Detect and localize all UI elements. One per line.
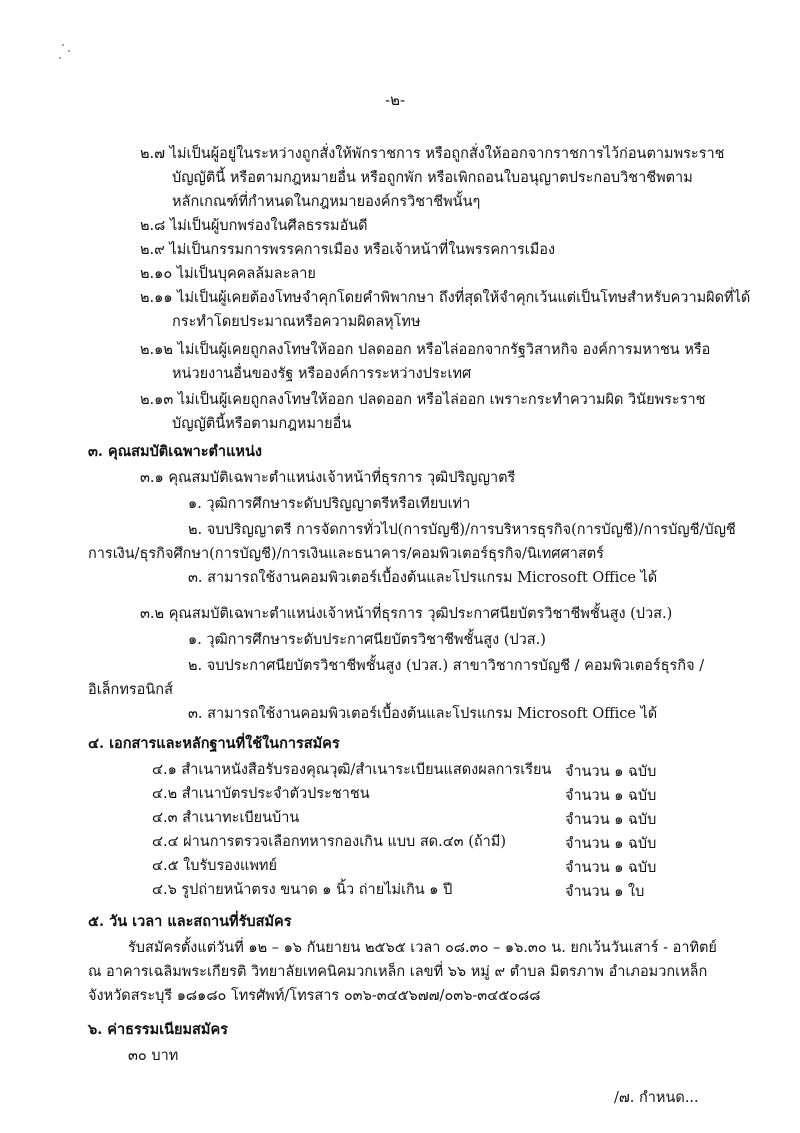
document-item-label: ๔.๕ ใบรับรองแพทย์ — [152, 858, 277, 874]
section-3-1-item1: ๑. วุฒิการศึกษาระดับปริญญาตรีหรือเทียบเท่า — [188, 496, 471, 512]
item-2-12-line2: หน่วยงานอื่นของรัฐ หรือองค์การระหว่างประเทศ — [172, 366, 472, 382]
item-2-11-line2: กระทำโดยประมาณหรือความผิดลหุโทษ — [172, 314, 421, 330]
item-2-7-line1: ๒.๗ ไม่เป็นผู้อยู่ในระหว่างถูกสั่งให้พักราชการ หรือถูกสั่งให้ออกจากราชการไว้ก่อนตามพระราช — [140, 146, 725, 162]
section-4-heading: ๔. เอกสารและหลักฐานที่ใช้ในการสมัคร — [88, 735, 340, 752]
document-item-qty: จำนวน ๑ ฉบับ — [565, 836, 657, 852]
item-2-11-line1: ๒.๑๑ ไม่เป็นผู้เคยต้องโทษจำคุกโดยคำพิพากษา ถึงที่สุดให้จำคุกเว้นแต่เป็นโทษสำหรับความผิดที่ได้ — [140, 290, 751, 306]
section-3-1-item2-line1: ๒. จบปริญญาตรี การจัดการทั่วไป(การบัญชี)/การบริหารธุรกิจ(การบัญชี)/การบัญชี/บัญชี — [188, 522, 736, 538]
document-item-qty: จำนวน ๑ ฉบับ — [565, 860, 657, 876]
scan-speck — [68, 50, 70, 52]
document-item-label: ๔.๔ ผ่านการตรวจเลือกทหารกองเกิน แบบ สด.๔๓ (ถ้ามี) — [152, 834, 506, 850]
item-2-13-line1: ๒.๑๓ ไม่เป็นผู้เคยถูกลงโทษให้ออก ปลดออก หรือไล่ออก เพราะกระทำความผิด วินัยพระราช — [140, 392, 706, 408]
section-3-1-title: ๓.๑ คุณสมบัติเฉพาะตำแหน่งเจ้าหน้าที่ธุรการ วุฒิปริญญาตรี — [140, 470, 516, 486]
page-number: -๒- — [385, 91, 406, 109]
section-5-line2: ณ อาคารเฉลิมพระเกียรติ วิทยาลัยเทคนิคมวกเหล็ก เลขที่ ๖๖ หมู่ ๙ ตำบล มิตรภาพ อำเภอมวกเหล็ก — [88, 964, 708, 980]
document-item-qty: จำนวน ๑ ฉบับ — [565, 764, 657, 780]
section-5-line3: จังหวัดสระบุรี ๑๘๑๘๐ โทรศัพท์/โทรสาร ๐๓๖-๓๔๕๖๗๗/๐๓๖-๓๔๕๐๘๘ — [88, 988, 541, 1004]
scan-speck — [59, 57, 61, 59]
document-item-qty: จำนวน ๑ ใบ — [565, 884, 645, 900]
document-item-label: ๔.๑ สำเนาหนังสือรับรองคุณวุฒิ/สำเนาระเบียนแสดงผลการเรียน — [152, 762, 552, 778]
document-item-qty: จำนวน ๑ ฉบับ — [565, 788, 657, 804]
section-3-heading: ๓. คุณสมบัติเฉพาะตำแหน่ง — [88, 443, 262, 460]
document-item-label: ๔.๒ สำเนาบัตรประจำตัวประชาชน — [152, 786, 370, 802]
document-item-label: ๔.๓ สำเนาทะเบียนบ้าน — [152, 810, 300, 826]
section-5-line1: รับสมัครตั้งแต่วันที่ ๑๒ – ๑๖ กันยายน ๒๕๖๕ เวลา ๐๘.๓๐ – ๑๖.๓๐ น. ยกเว้นวันเสาร์ - อาทิตย์ — [128, 940, 717, 956]
section-6-heading: ๖. ค่าธรรมเนียมสมัคร — [88, 1021, 228, 1038]
section-3-1-item3: ๓. สามารถใช้งานคอมพิวเตอร์เบื้องต้นและโปรแกรม Microsoft Office ได้ — [188, 570, 658, 586]
item-2-9: ๒.๙ ไม่เป็นกรรมการพรรคการเมือง หรือเจ้าหน้าที่ในพรรคการเมือง — [140, 242, 556, 258]
item-2-7-line3: หลักเกณฑ์ที่กำหนดในกฎหมายองค์กรวิชาชีพนั้นๆ — [172, 194, 481, 210]
document-item-label: ๔.๖ รูปถ่ายหน้าตรง ขนาด ๑ นิ้ว ถ่ายไม่เกิน ๑ ปี — [152, 882, 453, 898]
item-2-10: ๒.๑๐ ไม่เป็นบุคคลล้มละลาย — [140, 266, 316, 282]
section-3-2-item2-line2: อิเล็กทรอนิกส์ — [88, 682, 173, 698]
item-2-12-line1: ๒.๑๒ ไม่เป็นผู้เคยถูกลงโทษให้ออก ปลดออก หรือไล่ออกจากรัฐวิสาหกิจ องค์การมหาชน หรือ — [140, 342, 711, 358]
scan-speck — [62, 44, 64, 46]
section-3-2-title: ๓.๒ คุณสมบัติเฉพาะตำแหน่งเจ้าหน้าที่ธุรการ วุฒิประกาศนียบัตรวิชาชีพชั้นสูง (ปวส.) — [140, 606, 673, 622]
section-3-2-item1: ๑. วุฒิการศึกษาระดับประกาศนียบัตรวิชาชีพชั้นสูง (ปวส.) — [188, 632, 546, 648]
application-fee: ๓๐ บาท — [128, 1048, 179, 1064]
item-2-13-line2: บัญญัตินี้หรือตามกฎหมายอื่น — [172, 416, 352, 432]
continuation-marker: /๗. กำหนด... — [614, 1090, 699, 1106]
section-3-1-item2-line2: การเงิน/ธุรกิจศึกษา(การบัญชี)/การเงินและธนาคาร/คอมพิวเตอร์ธุรกิจ/นิเทศศาสตร์ — [88, 546, 604, 562]
document-item-qty: จำนวน ๑ ฉบับ — [565, 812, 657, 828]
section-3-2-item3: ๓. สามารถใช้งานคอมพิวเตอร์เบื้องต้นและโปรแกรม Microsoft Office ได้ — [188, 706, 658, 722]
section-5-heading: ๕. วัน เวลา และสถานที่รับสมัคร — [88, 913, 292, 930]
section-3-2-item2-line1: ๒. จบประกาศนียบัตรวิชาชีพชั้นสูง (ปวส.) สาขาวิชาการบัญชี / คอมพิวเตอร์ธุรกิจ / — [188, 658, 705, 674]
item-2-7-line2: บัญญัตินี้ หรือตามกฎหมายอื่น หรือถูกพัก หรือเพิกถอนใบอนุญาตประกอบวิชาชีพตาม — [172, 170, 693, 186]
item-2-8: ๒.๘ ไม่เป็นผู้บกพร่องในศีลธรรมอันดี — [140, 218, 368, 234]
